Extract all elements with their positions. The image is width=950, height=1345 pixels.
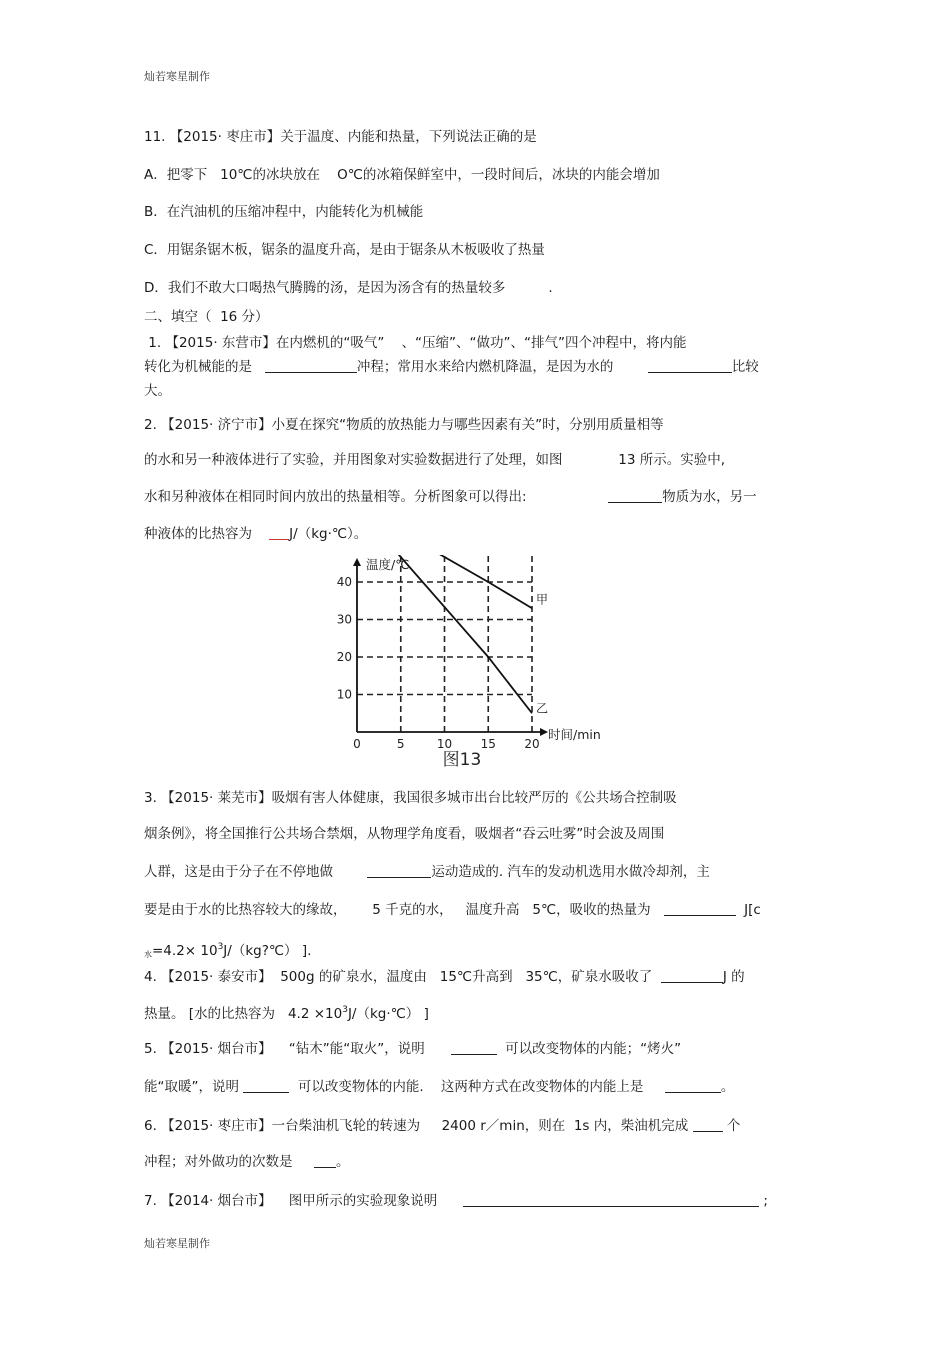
series-label-1: 甲 — [536, 592, 549, 607]
q2-blank-2[interactable] — [269, 525, 289, 540]
q2-line2: 的水和另一种液体进行了实验，并用图象对实验数据进行了处理，如图 13 所示。实验中, — [144, 452, 726, 468]
q3-line5: $_水=4.2\times 10^3J/(kg?℃)$ ]. — [144, 942, 312, 959]
q11-option-d: D．我们不敢大口喝热气腾腾的汤，是因为汤含有的热量较多 . — [144, 280, 553, 296]
q2-line4: 种液体的比热容为 J/（kg·℃）。 — [144, 526, 368, 542]
q1-line1: 1. 【2015· 东营市】在内燃机的“吸气” 、“压缩”、“做功”、“排气”四个冲程中，将内能 — [144, 335, 687, 351]
q3-blank-1[interactable] — [367, 863, 431, 878]
q3-blank-2[interactable] — [664, 901, 736, 916]
q3-line3: 人群，这是由于分子在不停地做 运动造成的. 汽车的发动机选用水做冷却剂，主 — [144, 864, 710, 880]
q6-line1: 6. 【2015· 枣庄市】一台柴油机飞轮的转速为 2400 r／min，则在 1s 内，柴油机完成 个 — [144, 1118, 741, 1134]
q1-blank-2[interactable] — [648, 358, 732, 373]
q4-line2: 热量。 [水的比热容为 $4.2 \times 10^3J/(kg\cdot℃)$ ] — [144, 1005, 429, 1022]
y-axis-arrow — [353, 558, 361, 566]
page-footer: 灿若寒星制作 — [144, 1237, 210, 1250]
x-tick-label-10: 10 — [436, 737, 453, 751]
q6-blank-1[interactable] — [693, 1117, 723, 1132]
q11-option-b: B．在汽油机的压缩冲程中，内能转化为机械能 — [144, 204, 424, 220]
q1-line2: 转化为机械能的是 冲程；常用水来给内燃机降温，是因为水的 比较 — [144, 359, 759, 375]
figure-13-chart — [320, 555, 620, 770]
q7-line1: 7. 【2014· 烟台市】 图甲所示的实验现象说明 ; — [144, 1193, 768, 1209]
q4-line1: 4. 【2015· 泰安市】 500g 的矿泉水，温度由 15℃升高到 35℃，矿泉水吸收了 J 的 — [144, 969, 745, 985]
y-tick-label-30: 30 — [336, 612, 352, 627]
y-tick-label-40: 40 — [336, 575, 352, 589]
q5-blank-3[interactable] — [665, 1078, 721, 1093]
q5-blank-1[interactable] — [451, 1040, 497, 1055]
q1-line3: 大。 — [144, 383, 171, 399]
x-tick-label-20: 20 — [524, 737, 540, 751]
q11-option-c: C．用锯条锯木板，锯条的温度升高，是由于锯条从木板吸收了热量 — [144, 242, 545, 258]
q5-line1: 5. 【2015· 烟台市】 “钻木”能“取火”，说明 可以改变物体的内能；“烤火” — [144, 1041, 682, 1057]
q6-line2: 冲程；对外做功的次数是 。 — [144, 1154, 350, 1170]
x-axis-label: 时间/min — [548, 727, 601, 742]
y-tick-label-10: 10 — [336, 687, 352, 702]
q11-option-a: A．把零下 10℃的冰块放在 O℃的冰箱保鲜室中，一段时间后，冰块的内能会增加 — [144, 167, 660, 183]
q6-blank-2[interactable] — [314, 1153, 336, 1168]
page-header: 灿若寒星制作 — [144, 70, 210, 83]
q1-blank-1[interactable] — [265, 358, 357, 373]
q2-line3: 水和另种液体在相同时间内放出的热量相等。分析图象可以得出: 物质为水，另一 — [144, 489, 757, 505]
x-tick-label-0: 0 — [353, 737, 361, 751]
q2-blank-1[interactable] — [608, 488, 662, 503]
q7-blank-1[interactable] — [463, 1192, 759, 1207]
section-fill-in-title: 二、填空（ 16 分） — [144, 309, 269, 325]
q5-line2: 能“取暖”，说明 可以改变物体的内能. 这两种方式在改变物体的内能上是 。 — [144, 1079, 735, 1095]
y-axis-label: 温度/℃ — [366, 557, 410, 572]
q5-blank-2[interactable] — [243, 1078, 289, 1093]
x-tick-label-5: 5 — [396, 737, 405, 751]
q2-line1: 2. 【2015· 济宁市】小夏在探究“物质的放热能力与哪些因素有关”时，分别用质量相等 — [144, 417, 664, 433]
q3-line1: 3. 【2015· 莱芜市】吸烟有害人体健康，我国很多城市出台比较严厉的《公共场合控制吸 — [144, 790, 677, 806]
x-axis-arrow — [540, 728, 548, 736]
q11-title: 11. 【2015· 枣庄市】关于温度、内能和热量，下列说法正确的是 — [144, 129, 537, 145]
series-label-2: 乙 — [536, 701, 549, 716]
q4-blank-1[interactable] — [661, 968, 723, 983]
q3-line4: 要是由于水的比热容较大的缘故， 5 千克的水， 温度升高 5℃，吸收的热量为 J[c — [144, 902, 761, 918]
x-tick-label-15: 15 — [480, 737, 496, 751]
y-tick-label-20: 20 — [336, 650, 352, 664]
q3-line2: 烟条例》，将全国推行公共场合禁烟，从物理学角度看，吸烟者“吞云吐雾”时会波及周围 — [144, 826, 665, 842]
chart-title: 图13 — [442, 750, 482, 770]
